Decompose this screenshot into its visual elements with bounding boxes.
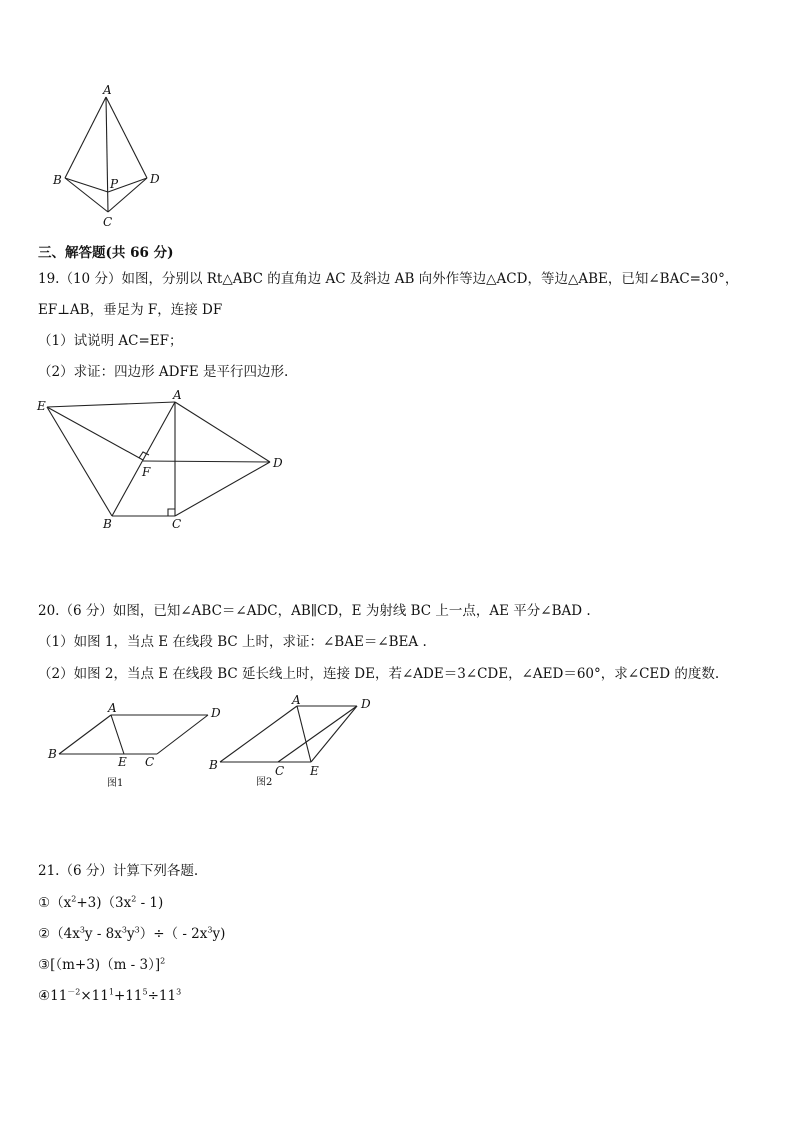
q21-item2: $②(4x^3y - 8x^3y^3)\div( - 2x^3y)$ bbox=[38, 925, 226, 942]
label-B: B bbox=[103, 517, 112, 531]
fig1-label-E: E bbox=[118, 755, 127, 769]
label-P: P bbox=[110, 177, 119, 191]
fig1-caption: 图1 bbox=[107, 778, 124, 789]
q19-line1: 19.（10 分）如图，分别以 Rt△ABC 的直角边 AC 及斜边 AB 向外作等边△ACD，等边△ABE，已知∠BAC=30°， bbox=[38, 271, 739, 287]
label-E: E bbox=[37, 399, 46, 413]
label-D: D bbox=[150, 172, 160, 186]
q21-item4: $④11^{-2}\times 11^1+11^5\div 11^3$ bbox=[38, 987, 182, 1004]
label-B: B bbox=[53, 173, 62, 187]
fig2-label-E: E bbox=[310, 764, 319, 778]
fig1-label-D: D bbox=[211, 706, 221, 720]
fig2-label-D: D bbox=[361, 697, 371, 711]
label-C: C bbox=[172, 517, 182, 531]
q19-part2: （2）求证：四边形 ADFE 是平行四边形. bbox=[38, 364, 289, 380]
q21-item1: $①(x^2+3)(3x^2 - 1)$ bbox=[38, 894, 164, 911]
label-F: F bbox=[142, 465, 151, 479]
label-D: D bbox=[273, 456, 283, 470]
q19-part1: （1）试说明 AC=EF； bbox=[38, 333, 183, 349]
fig1-label-C: C bbox=[145, 755, 155, 769]
fig2-label-A: A bbox=[292, 693, 301, 707]
fig2-label-C: C bbox=[275, 764, 285, 778]
label-A: A bbox=[173, 388, 182, 402]
label-A: A bbox=[103, 83, 112, 97]
q20-part1: （1）如图 1，当点 E 在线段 BC 上时，求证：∠BAE＝∠BEA . bbox=[38, 634, 427, 650]
fig1-label-B: B bbox=[48, 747, 57, 761]
fig2-label-B: B bbox=[209, 758, 218, 772]
section-title: 三、解答题(共 66 分) bbox=[38, 245, 174, 261]
q21-item3: ③[（m+3)（m - 3）]$^2$ bbox=[38, 956, 166, 973]
label-C: C bbox=[103, 215, 113, 229]
q20-line1: 20.（6 分）如图，已知∠ABC＝∠ADC，AB∥CD，E 为射线 BC 上一点，AE 平分∠BAD . bbox=[38, 603, 591, 619]
q21-line1: 21.（6 分）计算下列各题. bbox=[38, 863, 199, 879]
fig1-label-A: A bbox=[108, 701, 117, 715]
q20-part2: （2）如图 2，当点 E 在线段 BC 延长线上时，连接 DE，若∠ADE＝3∠CDE，∠AED＝60°，求∠CED 的度数. bbox=[38, 666, 720, 682]
q19-line2: EF⊥AB，垂足为 F，连接 DF bbox=[38, 302, 223, 318]
fig2-caption: 图2 bbox=[256, 777, 273, 788]
